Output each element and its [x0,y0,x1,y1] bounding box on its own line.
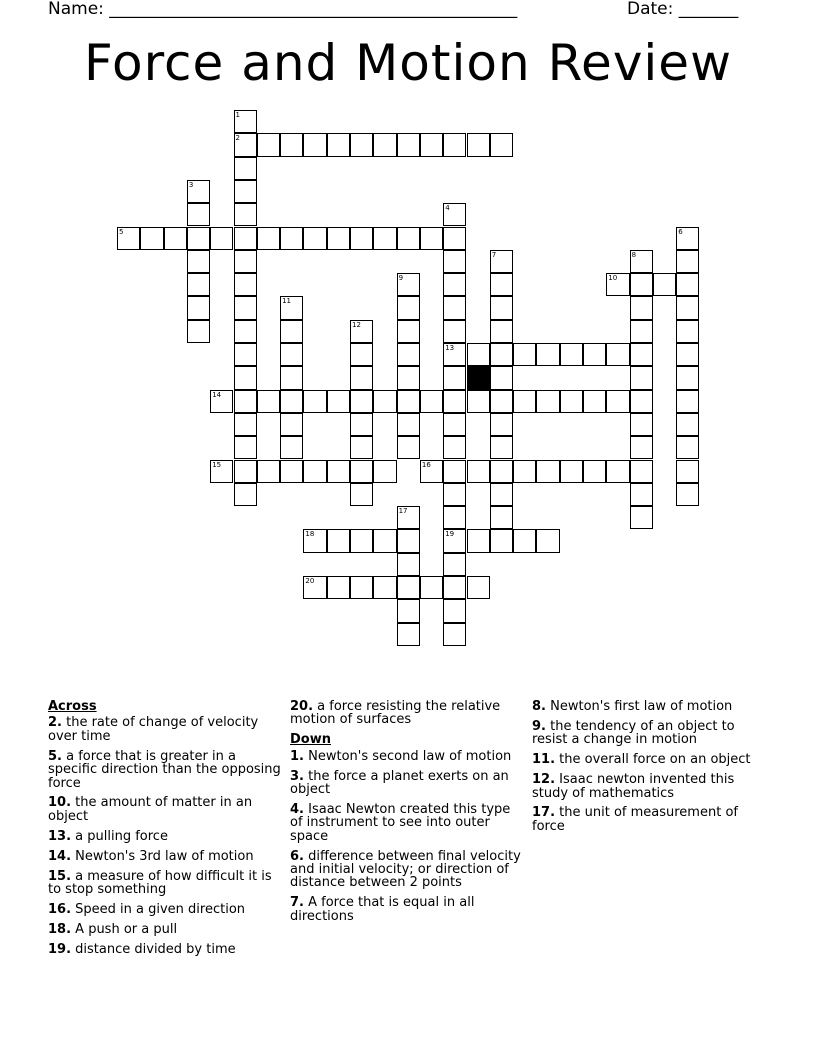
grid-cell[interactable] [443,203,466,226]
grid-cell[interactable] [676,227,699,250]
grid-cell[interactable] [373,133,396,156]
cell-number: 20 [305,577,315,585]
grid-cell[interactable] [397,576,420,599]
grid-cell[interactable] [397,343,420,366]
grid-cell[interactable] [490,483,513,506]
grid-cell[interactable] [373,227,396,250]
grid-cell[interactable] [490,320,513,343]
grid-cell[interactable] [583,460,606,483]
cell-number: 9 [398,274,404,283]
grid-cell[interactable] [583,390,606,413]
grid-cell[interactable] [187,227,210,250]
clue-section-heading: Across [48,699,97,714]
grid-cell[interactable] [630,506,653,529]
cell-number: 12 [352,320,361,329]
grid-cell[interactable] [630,390,653,413]
grid-cell[interactable] [676,390,699,413]
grid-cell[interactable] [303,133,326,156]
cell-number: 7 [491,250,497,259]
grid-cell[interactable] [490,413,513,436]
grid-cell[interactable] [467,343,490,366]
grid-cell[interactable] [490,343,513,366]
grid-cell[interactable] [536,460,559,483]
grid-cell[interactable] [536,529,559,552]
grid-cell[interactable] [373,529,396,552]
grid-cell[interactable] [350,390,373,413]
grid-cell[interactable] [303,227,326,250]
grid-cell[interactable] [397,553,420,576]
grid-cell[interactable] [397,273,420,296]
clue-item: 1. Newton's second law of motion [290,748,512,764]
grid-cell[interactable] [630,460,653,483]
grid-cell[interactable] [350,483,373,506]
grid-cell[interactable] [490,506,513,529]
grid-cell[interactable] [397,623,420,646]
clue-item: 8. Newton's first law of motion [532,699,733,714]
grid-cell[interactable] [280,296,303,319]
grid-cell[interactable] [234,343,257,366]
grid-cell[interactable] [327,133,350,156]
grid-cell[interactable] [234,227,257,250]
clue-number: 1. [290,748,304,764]
grid-cell[interactable] [327,460,350,483]
grid-cell[interactable] [234,436,257,459]
grid-cell[interactable] [234,366,257,389]
clue-number: 11. [532,752,556,768]
clue-item: 19. distance divided by time [48,941,236,957]
grid-cell[interactable] [490,250,513,273]
grid-cell[interactable] [443,436,466,459]
clue-number: 16. [48,901,72,917]
grid-cell[interactable] [630,320,653,343]
grid-cell[interactable] [397,506,420,529]
cell-number: 14 [212,390,222,399]
grid-cell[interactable] [420,576,443,599]
grid-cell[interactable] [606,273,629,296]
grid-cell[interactable] [280,343,303,366]
clue-item: 7. A force that is equal in all directions [290,895,475,924]
grid-cell[interactable] [350,320,373,343]
clue-item: 20. a force resisting the relative motion of surfaces [290,699,501,728]
grid-cell[interactable] [443,553,466,576]
grid-cell[interactable] [234,460,257,483]
clue-number: 3. [290,768,304,784]
clue-number: 7. [290,895,304,911]
grid-cell[interactable] [350,227,373,250]
grid-cell[interactable] [280,390,303,413]
cell-number: 8 [631,250,637,259]
grid-cell[interactable] [676,250,699,273]
grid-cell[interactable] [234,273,257,296]
grid-cell[interactable] [443,390,466,413]
grid-cell[interactable] [630,483,653,506]
grid-cell[interactable] [257,390,280,413]
grid-cell[interactable] [257,227,280,250]
grid-cell[interactable] [234,296,257,319]
clue-number: 13. [48,828,72,844]
grid-cell[interactable] [397,390,420,413]
grid-cell[interactable] [443,460,466,483]
cell-number: 16 [421,460,431,469]
grid-cell[interactable] [234,203,257,226]
grid-cell[interactable] [187,250,210,273]
grid-cell[interactable] [397,413,420,436]
grid-cell[interactable] [443,320,466,343]
grid-cell[interactable] [397,436,420,459]
grid-cell[interactable] [327,576,350,599]
cell-number: 1 [235,111,240,119]
grid-cell[interactable] [234,157,257,180]
grid-cell[interactable] [606,390,629,413]
clue-item: 16. Speed in a given direction [48,901,246,917]
clue-item: 14. Newton's 3rd law of motion [48,848,254,864]
clue-item: 4. Isaac Newton created this type of instrument to see into outer space [290,801,511,844]
grid-cell[interactable] [303,460,326,483]
grid-cell[interactable] [676,296,699,319]
grid-cell[interactable] [350,366,373,389]
grid-cell[interactable] [513,460,536,483]
clue-item: 11. the overall force on an object [532,752,751,768]
grid-cell[interactable] [490,133,513,156]
grid-cell[interactable] [280,460,303,483]
grid-cell[interactable] [676,320,699,343]
grid-cell[interactable] [467,576,490,599]
grid-cell[interactable] [443,227,466,250]
grid-cell[interactable] [676,413,699,436]
grid-cell[interactable] [187,203,210,226]
grid-cell[interactable] [467,529,490,552]
clue-number: 10. [48,795,72,811]
grid-cell[interactable] [280,413,303,436]
clue-item: 10. the amount of matter in an object [48,795,253,824]
grid-cell[interactable] [397,320,420,343]
grid-cell[interactable] [327,227,350,250]
grid-cell[interactable] [443,506,466,529]
clue-item: 18. A push or a pull [48,921,178,937]
clue-item: 6. difference between final velocity and initial velocity; or direction of distance between 2 points [290,848,521,891]
grid-cell[interactable] [164,227,187,250]
grid-cell[interactable] [350,436,373,459]
name-field-label: Name: ________________________________________________ [48,0,518,19]
grid-cell[interactable] [630,413,653,436]
grid-cell[interactable] [630,436,653,459]
grid-cell[interactable] [583,343,606,366]
clue-number: 5. [48,748,62,764]
grid-cell[interactable] [420,390,443,413]
grid-cell[interactable] [490,273,513,296]
clue-item: 17. the unit of measurement of force [532,805,738,834]
grid-cell[interactable] [676,436,699,459]
grid-cell[interactable] [350,529,373,552]
grid-cell[interactable] [397,599,420,622]
grid-cell[interactable] [513,529,536,552]
grid-cell[interactable] [420,460,443,483]
grid-cell[interactable] [234,250,257,273]
grid-cell[interactable] [443,623,466,646]
cell-number: 19 [445,530,455,539]
grid-cell[interactable] [536,390,559,413]
clue-number: 15. [48,868,72,884]
grid-cell[interactable] [676,273,699,296]
grid-cell[interactable] [536,343,559,366]
grid-cell[interactable] [490,390,513,413]
page-title: Force and Motion Review [84,34,732,92]
clue-number: 17. [532,805,556,821]
grid-cell[interactable] [280,227,303,250]
grid-cell[interactable] [327,390,350,413]
clue-number: 9. [532,718,546,734]
grid-cell[interactable] [676,460,699,483]
cell-number: 5 [119,227,124,236]
grid-cell[interactable] [653,273,676,296]
grid-cell[interactable] [397,529,420,552]
grid-cell[interactable] [327,529,350,552]
grid-cell[interactable] [560,390,583,413]
grid-cell[interactable] [397,366,420,389]
grid-cell[interactable] [350,413,373,436]
cell-number: 18 [305,530,315,539]
grid-cell[interactable] [443,343,466,366]
clue-number: 6. [290,848,304,864]
grid-cell[interactable] [187,296,210,319]
grid-cell[interactable] [234,413,257,436]
grid-cell[interactable] [280,366,303,389]
grid-cell[interactable] [467,133,490,156]
cell-number: 13 [445,344,455,352]
grid-cell[interactable] [443,296,466,319]
grid-cell[interactable] [234,133,257,156]
grid-cell[interactable] [490,296,513,319]
grid-cell[interactable] [303,529,326,552]
grid-cell[interactable] [210,460,233,483]
clue-item: 5. a force that is greater in a specific direction than the opposing force [48,748,281,791]
grid-cell[interactable] [467,390,490,413]
clue-item: 12. Isaac newton invented this study of mathematics [532,772,735,801]
grid-cell[interactable] [630,273,653,296]
cell-number: 17 [398,507,408,516]
grid-cell[interactable] [630,296,653,319]
grid-cell[interactable] [630,366,653,389]
clue-item: 9. the tendency of an object to resist a change in motion [532,718,735,748]
grid-cell[interactable] [350,133,373,156]
grid-cell[interactable] [373,576,396,599]
grid-cell[interactable] [420,227,443,250]
grid-cell[interactable] [443,273,466,296]
grid-cell[interactable] [350,343,373,366]
clue-number: 2. [48,715,62,731]
grid-cell[interactable] [117,227,140,250]
clue-column-3 [532,700,768,840]
clue-item: 13. a pulling force [48,828,168,844]
grid-cell[interactable] [187,273,210,296]
clue-number: 20. [290,699,314,714]
grid-cell[interactable] [443,599,466,622]
grid-cell[interactable] [443,366,466,389]
grid-cell[interactable] [606,460,629,483]
grid-cell[interactable] [280,436,303,459]
grid-cell[interactable] [676,483,699,506]
grid-cell[interactable] [397,133,420,156]
date-field-label: Date: _______ [627,0,739,19]
grid-cell[interactable] [443,529,466,552]
grid-cell[interactable] [490,529,513,552]
clue-item: 2. the rate of change of velocity over time [48,715,259,744]
cell-number: 3 [188,180,194,189]
grid-cell[interactable] [280,133,303,156]
grid-cell[interactable] [350,460,373,483]
grid-cell[interactable] [303,390,326,413]
grid-cell[interactable] [234,483,257,506]
clue-item: 3. the force a planet exerts on an object [290,768,509,798]
grid-cell[interactable] [606,343,629,366]
grid-cell[interactable] [280,320,303,343]
grid-cell[interactable] [490,460,513,483]
clue-number: 12. [532,772,556,788]
cell-number: 11 [282,297,292,306]
clue-number: 14. [48,848,72,864]
grid-cell[interactable] [630,250,653,273]
clue-number: 19. [48,941,72,957]
grid-cell[interactable] [303,576,326,599]
cell-number: 4 [445,204,450,213]
grid-cell[interactable] [513,390,536,413]
grid-cell[interactable] [490,436,513,459]
grid-cell[interactable] [257,133,280,156]
grid-cell[interactable] [630,343,653,366]
grid-cell[interactable] [397,227,420,250]
grid-cell[interactable] [560,343,583,366]
grid-cell[interactable] [373,390,396,413]
grid-cell[interactable] [676,343,699,366]
grid-cell[interactable] [210,390,233,413]
clue-column-1 [48,700,282,963]
grid-cell[interactable] [234,110,257,133]
grid-cell[interactable] [257,460,280,483]
cell-number: 2 [235,134,240,143]
grid-cell[interactable] [676,366,699,389]
grid-cell[interactable] [490,366,513,389]
grid-cell[interactable] [187,320,210,343]
grid-cell[interactable] [187,180,210,203]
grid-cell[interactable] [443,250,466,273]
grid-cell[interactable] [443,133,466,156]
grid-cell[interactable] [443,483,466,506]
clue-section-heading: Down [290,732,331,748]
grid-cell[interactable] [234,390,257,413]
grid-cell[interactable] [373,460,396,483]
grid-cell[interactable] [420,133,443,156]
grid-block-cell [467,366,490,389]
cell-number: 15 [212,460,222,469]
grid-cell[interactable] [234,180,257,203]
grid-cell[interactable] [234,320,257,343]
grid-cell[interactable] [397,296,420,319]
grid-cell[interactable] [350,576,373,599]
grid-cell[interactable] [560,460,583,483]
clue-item: 15. a measure of how difficult it is to stop something [48,868,272,897]
grid-cell[interactable] [443,576,466,599]
clue-column-2 [290,700,526,930]
grid-cell[interactable] [513,343,536,366]
clue-number: 18. [48,921,72,937]
cell-number: 6 [678,227,683,236]
cell-number: 10 [608,274,618,283]
grid-cell[interactable] [443,413,466,436]
clue-number: 8. [532,699,546,714]
grid-cell[interactable] [210,227,233,250]
clue-number: 4. [290,801,304,817]
grid-cell[interactable] [140,227,163,250]
grid-cell[interactable] [467,460,490,483]
